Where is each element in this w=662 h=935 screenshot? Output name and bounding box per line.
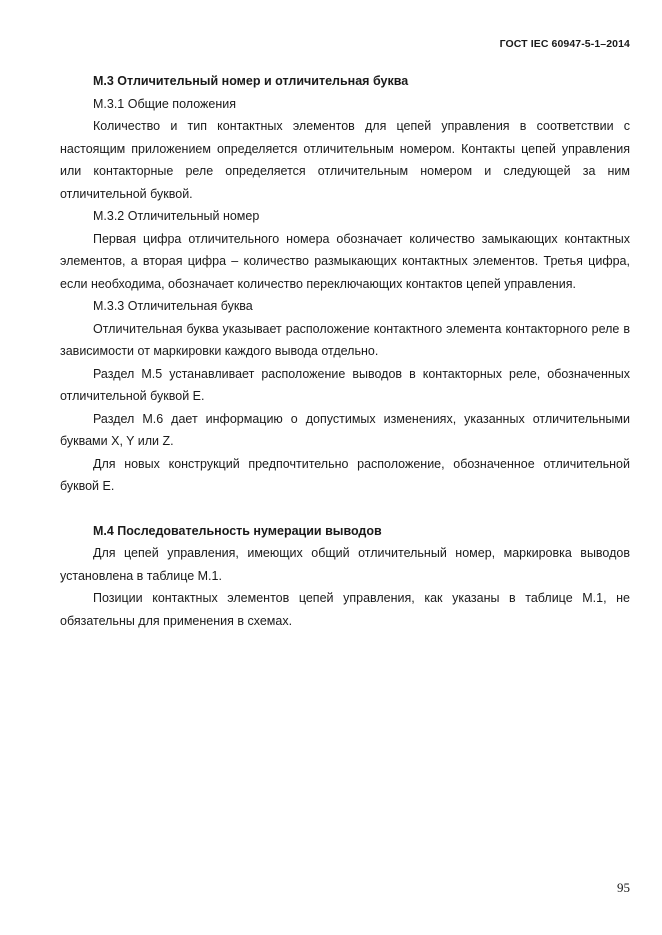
- paragraph-m3-2: Первая цифра отличительного номера обозначает количество замыкающих контактных элементов, а вторая цифра – количество размыкающих контактных элементов. Третья цифра, если необходима, обозначает количество переключающих контактов цепей управления.: [60, 231, 630, 291]
- subsection-title-m3-2: М.3.2 Отличительный номер: [93, 209, 260, 223]
- page-number: 95: [617, 880, 630, 895]
- paragraph-m3-3-d: Для новых конструкций предпочтительно расположение, обозначенное отличительной буквой Е.: [60, 456, 630, 493]
- subsection-title-m3-3: М.3.3 Отличительная буква: [93, 299, 253, 313]
- section-spacer: [60, 498, 630, 520]
- paragraph-m3-1: Количество и тип контактных элементов для цепей управления в соответствии с настоящим приложением определяется отличительным номером. Контакты цепей управления или контакторные реле определяется отличительным номером и следующей за ним отличительной буквой.: [60, 119, 630, 201]
- paragraph-m3-3-b: Раздел М.5 устанавливает расположение выводов в контакторных реле, обозначенных отличительной буквой Е.: [60, 366, 630, 403]
- page-content: [60, 70, 630, 632]
- paragraph-m4-b: Позиции контактных элементов цепей управления, как указаны в таблице М.1, не обязательны для применения в схемах.: [60, 591, 630, 628]
- document-header: ГОСТ IEC 60947-5-1–2014: [499, 38, 630, 50]
- section-heading-m3: М.3 Отличительный номер и отличительная буква: [93, 74, 409, 88]
- paragraph-m3-3-c: Раздел М.6 дает информацию о допустимых изменениях, указанных отличительными буквами X, Y или Z.: [60, 411, 630, 448]
- paragraph-m4-a: Для цепей управления, имеющих общий отличительный номер, маркировка выводов установлена в таблице М.1.: [60, 546, 630, 583]
- section-heading-m4: М.4 Последовательность нумерации выводов: [93, 523, 382, 538]
- paragraph-m3-3-a: Отличительная буква указывает расположение контактного элемента контакторного реле в зависимости от маркировки каждого вывода отдельно.: [60, 321, 630, 358]
- subsection-title-m3-1: М.3.1 Общие положения: [93, 96, 236, 111]
